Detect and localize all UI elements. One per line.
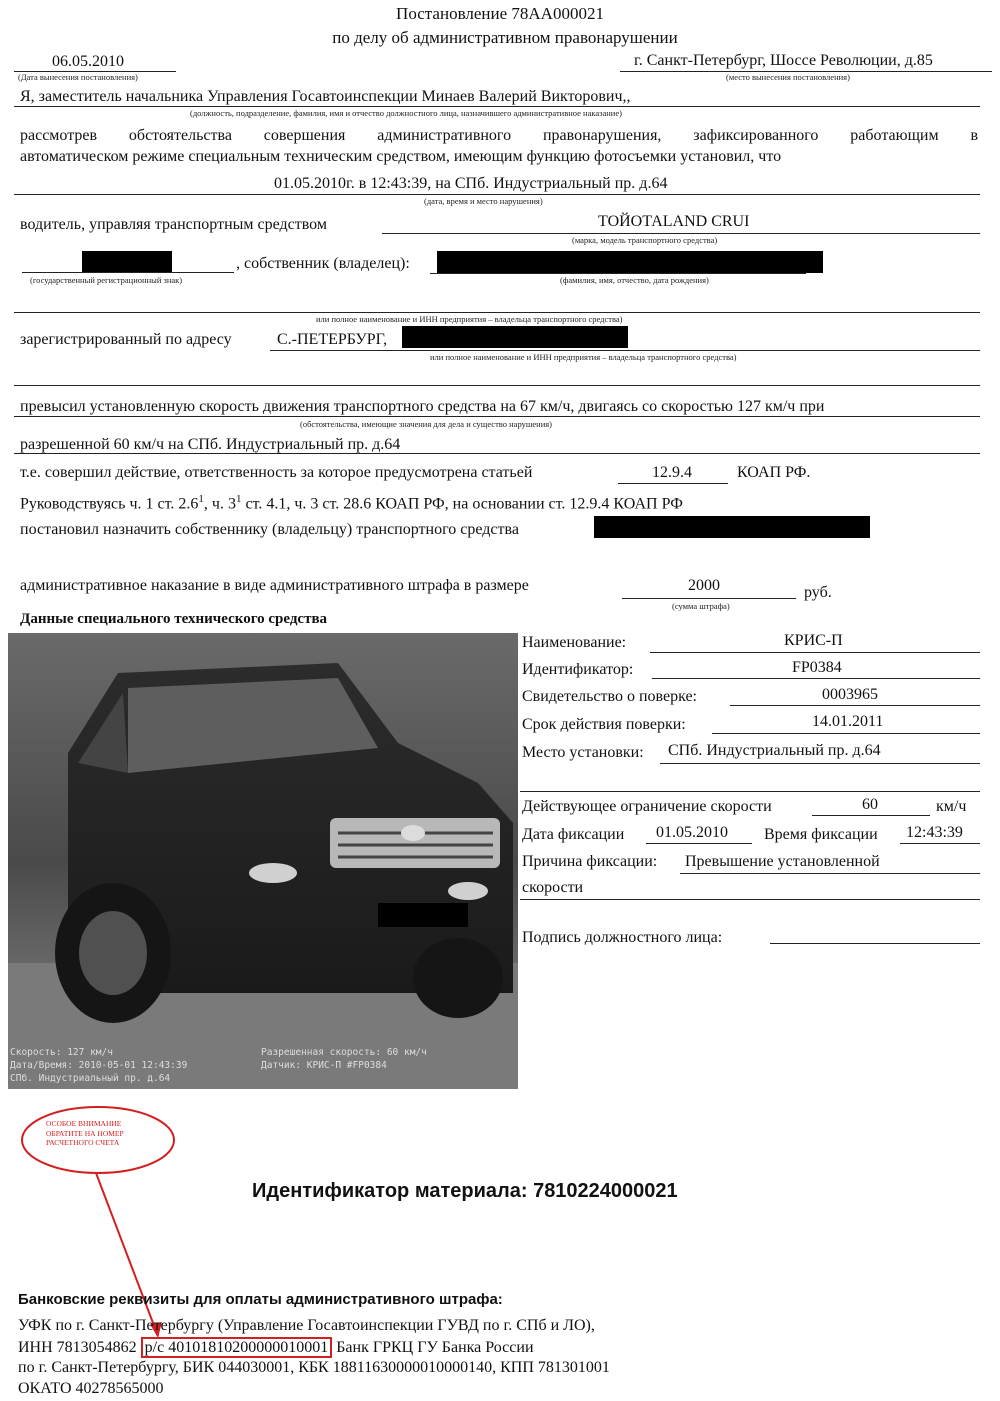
annotation-note: ОСОБОЕ ВНИМАНИЕ ОБРАТИТЕ НА НОМЕР РАСЧЕТНОГО СЧЕТА — [46, 1119, 124, 1147]
decree-date: 06.05.2010 — [52, 53, 124, 70]
plate-caption: (государственный регистрационный знак) — [30, 275, 183, 285]
committed-text: т.е. совершил действие, ответственность за которое предусмотрена статьей — [20, 464, 533, 481]
device-location-label: Место установки: — [522, 744, 644, 761]
signature-label: Подпись должностного лица: — [522, 929, 723, 946]
guided-text: Руководствуясь ч. 1 ст. $2.6^1$, ч. $3^1$ ст. 4.1, ч. 3 ст. 28.6 КОАП РФ, на основании ст. 12.9.4 КОАП РФ — [20, 493, 683, 513]
article-number: 12.9.4 — [652, 464, 692, 481]
violation-photo — [8, 633, 518, 1089]
device-section-title: Данные специального технического средства — [20, 611, 328, 627]
reason-label: Причина фиксации: — [522, 853, 658, 870]
bank-title: Банковские реквизиты для оплаты административного штрафа: — [18, 1291, 503, 1308]
fine-caption: (сумма штрафа) — [672, 601, 730, 611]
photo-allowed-speed: Разрешенная скорость: 60 км/ч — [261, 1047, 427, 1058]
bank-line-1: УФК по г. Санкт-Петербургу (Управление Госавтоинспекции ГУВД по г. СПб и ЛО), — [18, 1317, 595, 1334]
photo-place: СПб. Индустриальный пр. д.64 — [10, 1073, 171, 1084]
device-name-label: Наименование: — [522, 634, 627, 651]
considered-line-1: рассмотрев обстоятельства совершения административного правонарушения, зафиксированного работающим в — [20, 127, 978, 144]
decree-date-caption: (Дата вынесения постановления) — [18, 72, 138, 82]
owner-label: , собственник (владелец): — [236, 255, 410, 272]
bank-line-4: ОКАТО 40278565000 — [18, 1380, 164, 1397]
redacted-owner-2 — [594, 516, 870, 538]
photo-speed: Скорость: 127 км/ч — [10, 1047, 113, 1058]
org-caption-2: или полное наименование и ИНН предприятия – владельца транспортного средства) — [430, 352, 737, 362]
org-caption-1: или полное наименование и ИНН предприятия – владельца транспортного средства) — [316, 314, 623, 324]
device-name-value: КРИС-П — [784, 632, 843, 649]
violation-caption: (дата, время и место нарушения) — [424, 196, 543, 206]
penalty-text: административное наказание в виде административного штрафа в размере — [20, 577, 529, 594]
considered-line-2: автоматическом режиме специальным техническим средством, имеющим функцию фотосъемки установил, что — [20, 148, 782, 165]
fine-amount: 2000 — [688, 577, 720, 594]
exceeded-text: превысил установленную скорость движения транспортного средства на 67 км/ч, двигаясь со скоростью 127 км/ч при — [20, 398, 825, 415]
bank-account: р/с 40101810200000010001 — [141, 1337, 333, 1358]
fix-time-label: Время фиксации — [764, 826, 878, 843]
redacted-owner — [437, 251, 823, 273]
driver-label: водитель, управляя транспортным средством — [20, 216, 327, 233]
redacted-address — [402, 326, 628, 348]
official-caption: (должность, подразделение, фамилия, имя и отчество должностного лица, назначившего административное наказание) — [190, 108, 622, 118]
device-validity-value: 14.01.2011 — [812, 713, 884, 730]
decree-place-caption: (место вынесения постановления) — [726, 72, 850, 82]
speed-limit-value: 60 — [862, 796, 878, 813]
device-location-value: СПб. Индустриальный пр. д.64 — [668, 742, 881, 759]
bank-line-2 — [18, 1339, 534, 1357]
violation-datetime-place: 01.05.2010г. в 12:43:39, на СПб. Индустриальный пр. д.64 — [274, 175, 668, 192]
speed-limit-unit: км/ч — [936, 798, 967, 815]
official-text: Я, заместитель начальника Управления Госавтоинспекции Минаев Валерий Викторович,, — [20, 88, 631, 105]
speed-limit-label: Действующее ограничение скорости — [522, 798, 772, 815]
device-id-value: FP0384 — [792, 659, 842, 676]
photo-sensor: Датчик: КРИС-П #FP0384 — [261, 1060, 387, 1071]
circumstances-caption: (обстоятельства, имеющие значения для дела и существо нарушения) — [300, 419, 552, 429]
address-label: зарегистрированный по адресу — [20, 331, 232, 348]
bank-line-3: по г. Санкт-Петербургу, БИК 044030001, КБК 18811630000010000140, КПП 781301001 — [18, 1359, 610, 1376]
device-cert-label: Свидетельство о поверке: — [522, 688, 697, 705]
reason-value-2: скорости — [522, 879, 584, 896]
device-id-label: Идентификатор: — [522, 661, 634, 678]
vehicle-model: ТОЙОТАLAND CRUI — [598, 213, 750, 230]
photo-datetime: Дата/Время: 2010-05-01 12:43:39 — [10, 1060, 188, 1071]
reason-value-1: Превышение установленной — [685, 853, 880, 870]
vehicle-caption: (марка, модель транспортного средства) — [572, 235, 718, 245]
car-photo-image — [8, 633, 518, 1089]
bank-inn: ИНН 7813054862 — [18, 1339, 137, 1356]
bank-name: Банк ГРКЦ ГУ Банка России — [336, 1339, 534, 1356]
document-subtitle: по делу об административном правонарушении — [332, 28, 678, 47]
fine-currency: руб. — [804, 584, 832, 601]
device-cert-value: 0003965 — [822, 686, 878, 703]
decree-place: г. Санкт-Петербург, Шоссе Революции, д.85 — [634, 52, 933, 69]
fix-time-value: 12:43:39 — [906, 824, 963, 841]
owner-caption: (фамилия, имя, отчество, дата рождения) — [560, 275, 709, 285]
article-code: КОАП РФ. — [737, 464, 811, 481]
fix-date-label: Дата фиксации — [522, 826, 625, 843]
material-id: Идентификатор материала: 7810224000021 — [252, 1180, 678, 1202]
address-value: С.-ПЕТЕРБУРГ, — [277, 331, 388, 348]
resolved-text: постановил назначить собственнику (владельцу) транспортного средства — [20, 521, 519, 538]
device-validity-label: Срок действия поверки: — [522, 716, 686, 733]
allowed-speed-text: разрешенной 60 км/ч на СПб. Индустриальный пр. д.64 — [20, 436, 401, 453]
document-title: Постановление 78АА000021 — [396, 4, 604, 23]
redacted-plate — [82, 251, 172, 272]
fix-date-value: 01.05.2010 — [656, 824, 728, 841]
